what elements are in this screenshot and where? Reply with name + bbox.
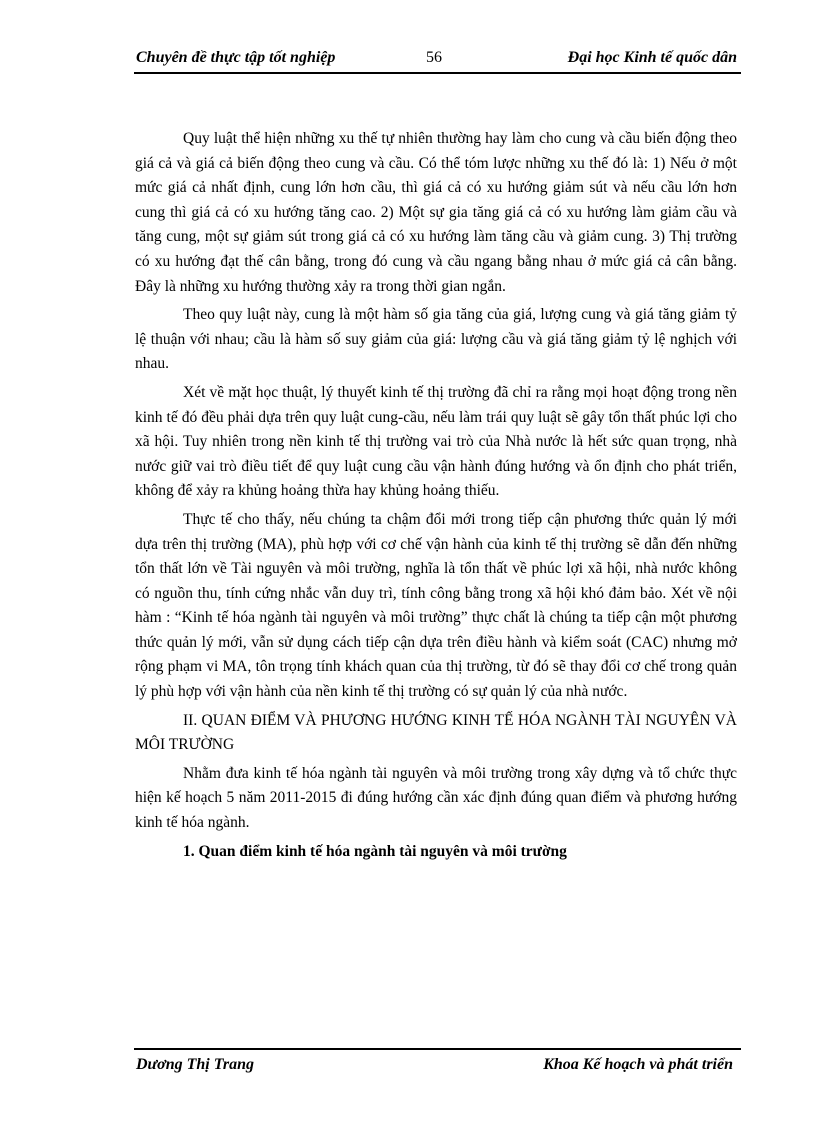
page-header <box>134 46 741 74</box>
header-document-title: Chuyên đề thực tập tốt nghiệp <box>136 49 336 66</box>
paragraph-supply-function: Theo quy luật này, cung là một hàm số gia tăng của giá, lượng cung và giá tăng giảm tỷ lệ thuận với nhau; cầu là hàm số suy giảm của giá: lượng cầu và giá tăng giảm tỷ lệ nghịch với nhau. <box>135 306 737 373</box>
subheading: 1. Quan điểm kinh tế hóa ngành tài nguyên và môi trường <box>183 842 567 860</box>
footer-author: Dương Thị Trang <box>136 1056 255 1073</box>
header-university: Đại học Kinh tế quốc dân <box>567 49 737 66</box>
paragraph-section-intro: Nhằm đưa kinh tế hóa ngành tài nguyên và môi trường trong xây dựng và tổ chức thực hiện kế hoạch 5 năm 2011-2015 đi đúng hướng cần xác định đúng quan điểm và phương hướng kinh tế hóa ngành. <box>135 764 737 832</box>
page-footer <box>134 1048 741 1080</box>
document-body <box>135 127 737 868</box>
paragraph-supply-demand-law: Quy luật thể hiện những xu thế tự nhiên thường hay làm cho cung và cầu biến động theo giá cả và giá cả biến động theo cung và cầu. Có thể tóm lược những xu thế đó là: 1) Nếu ở một mức giá cả nhất định, cung lớn hơn cầu, thì giá cả có xu hướng giảm sút và nếu cầu lớn hơn cung thì giá cả có xu hướng tăng cao. 2) Một sự gia tăng giá cả có xu hướng làm giảm cầu và tăng cung, một sự giảm sút trong giá cả có xu hướng làm tăng cầu và giảm cung. 3) Thị trường có xu hướng đạt thế cân bằng, trong đó cung và cầu ngang bằng nhau ở mức giá cả cân bằng. Đây là những xu hướng thường xảy ra trong thời gian ngắn. <box>135 130 737 295</box>
header-page-number: 56 <box>426 49 442 66</box>
paragraph-practice: Thực tế cho thấy, nếu chúng ta chậm đổi mới trong tiếp cận phương thức quản lý mới dựa trên thị trường (MA), phù hợp với cơ chế vận hành của kinh tế thị trường sẽ dẫn đến những tổn thất lớn về Tài nguyên và môi trường, nghĩa là tổn thất về phúc lợi xã hội, nhà nước không có nguồn thu, tính cứng nhắc vẫn duy trì, tính công bằng trong xã hội khó đảm bảo. Xét về nội hàm : “Kinh tế hóa ngành tài nguyên và môi trường” thực chất là chúng ta tiếp cận một phương thức quản lý mới, vẫn sử dụng cách tiếp cận dựa trên điều hành và kiểm soát (CAC) nhưng mở rộng phạm vi MA, tôn trọng tính khách quan của thị trường, từ đó sẽ thay đổi cơ chế trong quản lý phù hợp với vận hành của nền kinh tế thị trường có sự quản lý của nhà nước. <box>135 510 737 701</box>
section-heading: II. QUAN ĐIỂM VÀ PHƯƠNG HƯỚNG KINH TẾ HÓA NGÀNH TÀI NGUYÊN VÀ MÔI TRƯỜNG <box>135 711 737 754</box>
paragraph-academic-view: Xét về mặt học thuật, lý thuyết kinh tế thị trường đã chỉ ra rằng mọi hoạt động trong nền kinh tế đó đều phải dựa trên quy luật cung-cầu, nếu làm trái quy luật sẽ gây tổn thất phúc lợi cho xã hội. Tuy nhiên trong nền kinh tế thị trường vai trò của Nhà nước là hết sức quan trọng, nhà nước giữ vai trò điều tiết để quy luật cung cầu vận hành đúng hướng và ổn định cho phát triển, không để xảy ra khủng hoảng thừa hay khủng hoảng thiếu. <box>135 383 737 500</box>
footer-faculty: Khoa Kế hoạch và phát triển <box>543 1056 733 1073</box>
